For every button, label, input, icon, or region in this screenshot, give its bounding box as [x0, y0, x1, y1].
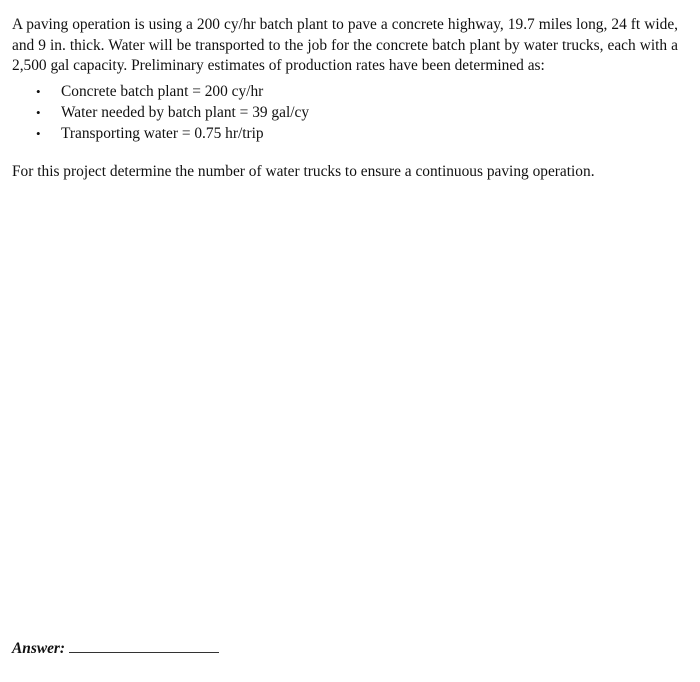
list-item	[36, 81, 309, 102]
bullet-icon: •	[36, 105, 41, 120]
estimate-batch-plant: Concrete batch plant = 200 cy/hr	[61, 83, 264, 100]
list-item	[36, 123, 309, 144]
question-prompt: For this project determine the number of water trucks to ensure a continuous paving operation.	[12, 163, 595, 180]
bullet-icon: •	[36, 84, 41, 99]
bullet-icon: •	[36, 126, 41, 141]
estimate-water-needed: Water needed by batch plant = 39 gal/cy	[61, 104, 310, 121]
estimate-transport-time: Transporting water = 0.75 hr/trip	[61, 125, 264, 142]
answer-label: Answer:	[12, 640, 66, 657]
list-item	[36, 102, 309, 123]
problem-statement: A paving operation is using a 200 cy/hr batch plant to pave a concrete highway, 19.7 miles long, 24 ft wide, and 9 in. thick. Water will be transported to the job for the concrete batch plant by water trucks, each with a 2,500 gal capacity. Preliminary estimates of production rates have been determined as:	[12, 16, 678, 74]
production-rate-list	[36, 81, 309, 144]
answer-row	[12, 638, 219, 659]
answer-blank[interactable]	[69, 638, 219, 653]
